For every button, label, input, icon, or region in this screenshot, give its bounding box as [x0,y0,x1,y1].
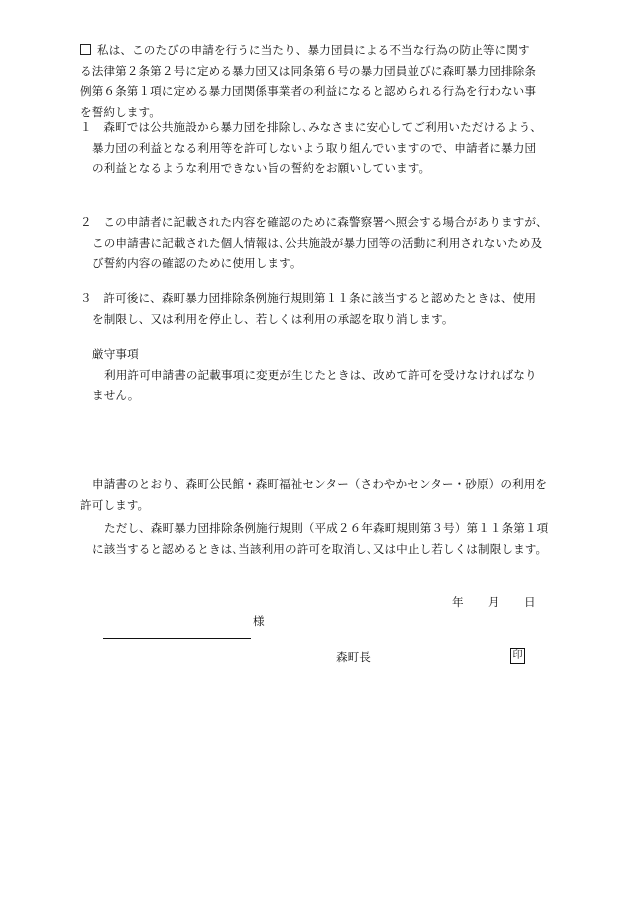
sama-label: 様 [253,614,265,628]
item-2-line-2: この申請書に記載された個人情報は､公共施設が暴力団等の活動に利用されないため及 [92,235,543,250]
strict-line-2: ません。 [92,388,140,402]
permit-line-2: 許可します。 [80,497,150,512]
pledge-line-2: る法律第２条第２号に定める暴力団又は同条第６号の暴力団員並びに森町暴力団排除条 [80,63,537,78]
notice-item-3 [80,288,555,329]
date-month: 月 [488,595,500,609]
notice-item-2 [80,212,555,274]
date-year: 年 [452,595,464,609]
applicant-name-field[interactable] [103,620,251,639]
strict-matters [92,344,567,406]
pledge-paragraph [80,40,555,122]
permit-line-3: ただし、森町暴力団排除条例施行規則（平成２６年森町規則第３号）第１１条第１項 [104,521,549,535]
item-1-line-3: の利益となるような利用できない旨の誓約をお願いしています。 [92,161,431,175]
seal-mark: 印 [510,648,525,664]
strict-line-1: 利用許可申請書の記載事項に変更が生じたときは、改めて許可を受けなければなり [104,367,537,382]
item-1-line-1: １ 森町では公共施設から暴力団を排除し､みなさまに安心してご利用いただけるよう、 [80,120,542,134]
pledge-text-1: 私は、このたびの申請を行うに当たり、暴力団員による不当な行為の防止等に関す [97,43,530,57]
notice-item-1 [80,117,555,179]
item-3-line-2: を制限し、又は利用を停止し、若しくは利用の承認を取り消します。 [92,311,454,326]
item-1-line-2: 暴力団の利益となる利用等を許可しないよう取り組んでいますので、申請者に暴力団 [92,140,537,155]
date-day: 日 [524,595,536,609]
item-3-line-1: ３ 許可後に、森町暴力団排除条例施行規則第１１条に該当すると認めたときは、使用 [80,291,537,305]
permit-paragraph [80,474,555,559]
pledge-line-1 [80,40,555,61]
pledge-checkbox[interactable] [80,44,91,55]
pledge-line-3: 例第６条第１項に定める暴力団関係事業者の利益になると認められる行為を行わない事 [80,84,537,98]
strict-heading: 厳守事項 [92,347,139,361]
permit-line-1: 申請書のとおり、森町公民館・森町福祉センター（さわやかセンター・砂原）の利用を [92,477,548,491]
item-2-line-1: ２ この申請者に記載された内容を確認のために森警察署へ照会する場合がありますが、 [80,215,548,229]
permit-line-4: に該当すると認めるときは､当該利用の許可を取消し､又は中止し若しくは制限します。 [92,541,548,556]
item-2-line-3: び誓約内容の確認のために使用します。 [92,256,302,270]
mayor-label: 森町長 [336,650,371,664]
pledge-line-4: を誓約します。 [80,104,161,119]
